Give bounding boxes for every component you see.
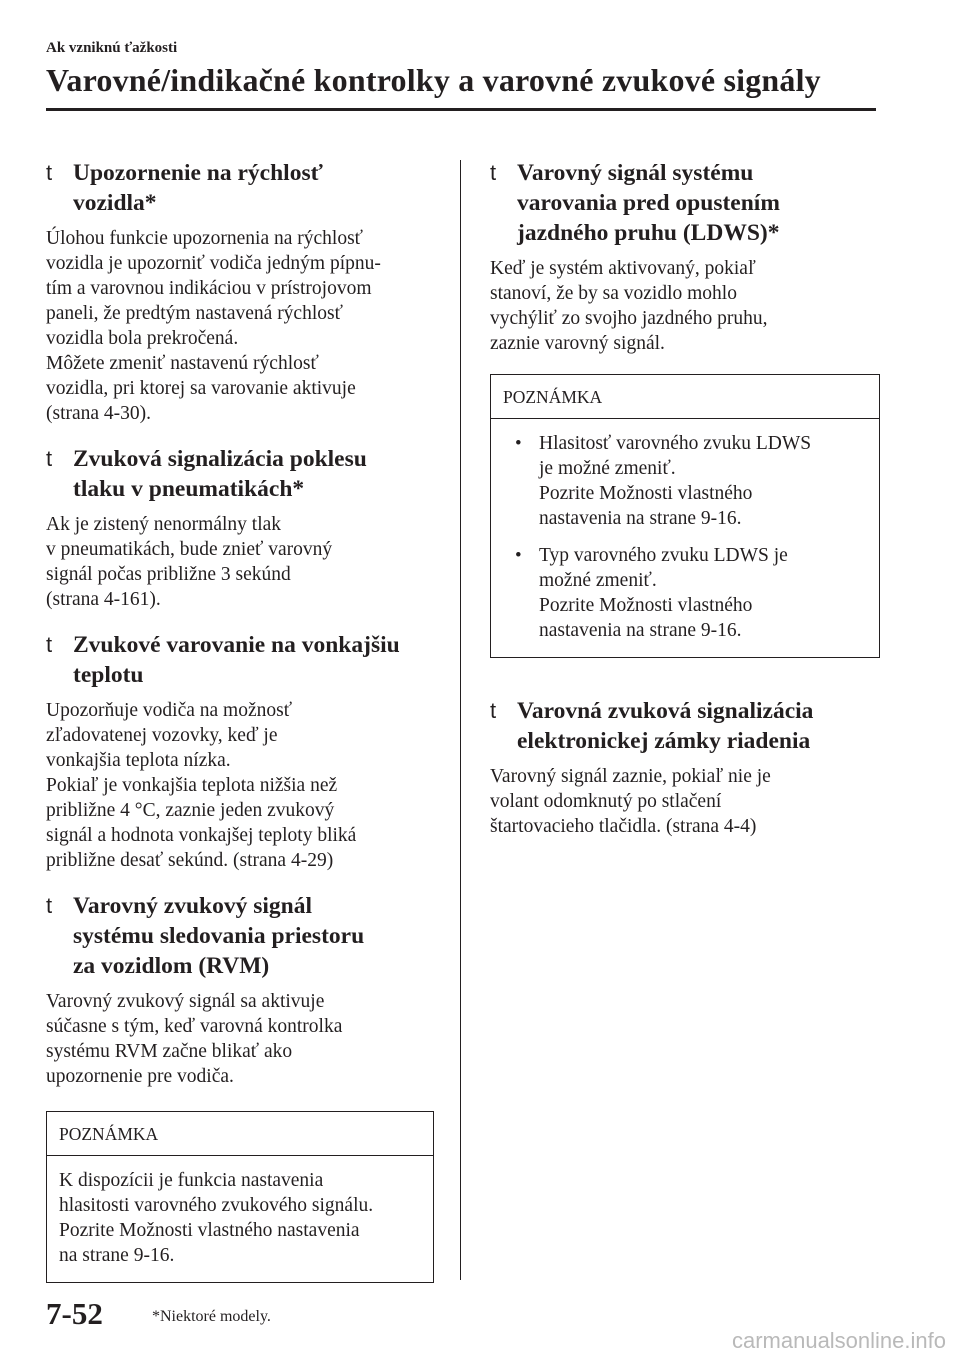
heading-line: vozidla*: [73, 190, 157, 216]
note-line: možné zmeniť.: [539, 570, 657, 591]
body-line: volant odomknutý po stlačení: [490, 791, 722, 812]
body-line: (strana 4-161).: [46, 589, 161, 610]
body-line: Úlohou funkcie upozornenia na rýchlosť: [46, 228, 363, 249]
body-line: paneli, že predtým nastavená rýchlosť: [46, 303, 343, 324]
body-line: Keď je systém aktivovaný, pokiaľ: [490, 258, 756, 279]
note-box-ldws: [490, 374, 880, 658]
note-line: Typ varovného zvuku LDWS je: [539, 545, 788, 566]
heading-bullet: t: [46, 446, 53, 471]
right-column: [490, 158, 880, 839]
body-line: signál počas približne 3 sekúnd: [46, 564, 291, 585]
title-rule: [46, 108, 876, 111]
section-outside-temp: [46, 630, 434, 873]
body-line: (strana 4-30).: [46, 403, 152, 424]
note-title: POZNÁMKA: [47, 1112, 433, 1156]
heading-line: varovania pred opustením: [517, 190, 780, 216]
column-divider: [460, 160, 461, 1280]
note-line: nastavenia na strane 9-16.: [539, 620, 742, 641]
note-list-item: [503, 543, 867, 643]
body-line: vozidla, pri ktorej sa varovanie aktivuje: [46, 378, 356, 399]
body-line: Ak je zistený nenormálny tlak: [46, 514, 282, 535]
body-line: vozidla bola prekročená.: [46, 328, 239, 349]
left-column: [46, 158, 434, 1283]
bullet-dot: •: [515, 433, 522, 454]
body-line: v pneumatikách, bude znieť varovný: [46, 539, 333, 560]
note-line: Pozrite Možnosti vlastného: [539, 483, 753, 504]
note-line: K dispozícii je funkcia nastavenia: [59, 1170, 324, 1191]
section-speed-alert: [46, 158, 434, 426]
section-heading: [490, 696, 880, 756]
body-line: súčasne s tým, keď varovná kontrolka: [46, 1016, 343, 1037]
heading-line: Zvuková signalizácia poklesu: [73, 446, 367, 472]
section-label: Ak vzniknú ťažkosti: [46, 40, 178, 56]
heading-bullet: t: [46, 632, 53, 657]
body-line: upozornenie pre vodiča.: [46, 1066, 234, 1087]
body-line: Pokiaľ je vonkajšia teplota nižšia než: [46, 775, 338, 796]
note-body: [47, 1156, 433, 1282]
body-line: vozidla je upozorniť vodiča jedným pípnu-: [46, 253, 381, 274]
heading-line: systému sledovania priestoru: [73, 923, 365, 949]
note-title: POZNÁMKA: [491, 375, 879, 419]
body-line: vonkajšia teplota nízka.: [46, 750, 231, 771]
heading-bullet: t: [490, 698, 497, 723]
section-heading: [46, 158, 434, 218]
body-line: približne desať sekúnd. (strana 4-29): [46, 850, 334, 871]
note-line: hlasitosti varovného zvukového signálu.: [59, 1195, 374, 1216]
page-number: 7-52: [46, 1296, 103, 1331]
section-steering-lock: [490, 696, 880, 839]
body-line: štartovacieho tlačidla. (strana 4-4): [490, 816, 757, 837]
heading-line: teplotu: [73, 662, 144, 688]
note-box-volume: [46, 1111, 434, 1283]
heading-line: za vozidlom (RVM): [73, 953, 270, 979]
heading-line: jazdného pruhu (LDWS)*: [517, 220, 780, 246]
section-heading: [46, 444, 434, 504]
note-line: Pozrite Možnosti vlastného: [539, 595, 753, 616]
heading-line: Varovný zvukový signál: [73, 893, 312, 919]
heading-line: Varovná zvuková signalizácia: [517, 698, 814, 724]
body-line: Môžete zmeniť nastavenú rýchlosť: [46, 353, 319, 374]
body-line: Varovný signál zaznie, pokiaľ nie je: [490, 766, 771, 787]
heading-bullet: t: [46, 160, 53, 185]
body-line: systému RVM začne blikať ako: [46, 1041, 293, 1062]
heading-bullet: t: [490, 160, 497, 185]
page-title: Varovné/indikačné kontrolky a varovné zvukové signály: [46, 62, 821, 98]
section-heading: [46, 891, 434, 981]
heading-line: Upozornenie na rýchlosť: [73, 160, 323, 186]
heading-line: elektronickej zámky riadenia: [517, 728, 811, 754]
body-line: Varovný zvukový signál sa aktivuje: [46, 991, 325, 1012]
section-tire-pressure: [46, 444, 434, 612]
note-body: [491, 419, 879, 657]
heading-line: Varovný signál systému: [517, 160, 754, 186]
watermark: carmanualsonline.info: [731, 1328, 946, 1353]
heading-line: tlaku v pneumatikách*: [73, 476, 305, 502]
note-line: na strane 9-16.: [59, 1245, 175, 1266]
body-line: zľadovatenej vozovky, keď je: [46, 725, 278, 746]
heading-bullet: t: [46, 893, 53, 918]
note-line: nastavenia na strane 9-16.: [539, 508, 742, 529]
body-line: tím a varovnou indikáciou v prístrojovom: [46, 278, 372, 299]
body-line: stanoví, že by sa vozidlo mohlo: [490, 283, 737, 304]
section-rvm: [46, 891, 434, 1089]
body-line: zaznie varovný signál.: [490, 333, 665, 354]
note-list-item: [503, 431, 867, 531]
body-line: približne 4 °C, zaznie jeden zvukový: [46, 800, 335, 821]
body-line: vychýliť zo svojho jazdného pruhu,: [490, 308, 768, 329]
section-heading: [490, 158, 880, 248]
note-line: Hlasitosť varovného zvuku LDWS: [539, 433, 812, 454]
body-line: Upozorňuje vodiča na možnosť: [46, 700, 293, 721]
section-heading: [46, 630, 434, 690]
footnote: *Niektoré modely.: [152, 1308, 271, 1325]
bullet-dot: •: [515, 545, 522, 566]
note-line: je možné zmeniť.: [539, 458, 676, 479]
body-line: signál a hodnota vonkajšej teploty bliká: [46, 825, 357, 846]
note-line: Pozrite Možnosti vlastného nastavenia: [59, 1220, 360, 1241]
heading-line: Zvukové varovanie na vonkajšiu: [73, 632, 400, 658]
section-ldws: [490, 158, 880, 356]
